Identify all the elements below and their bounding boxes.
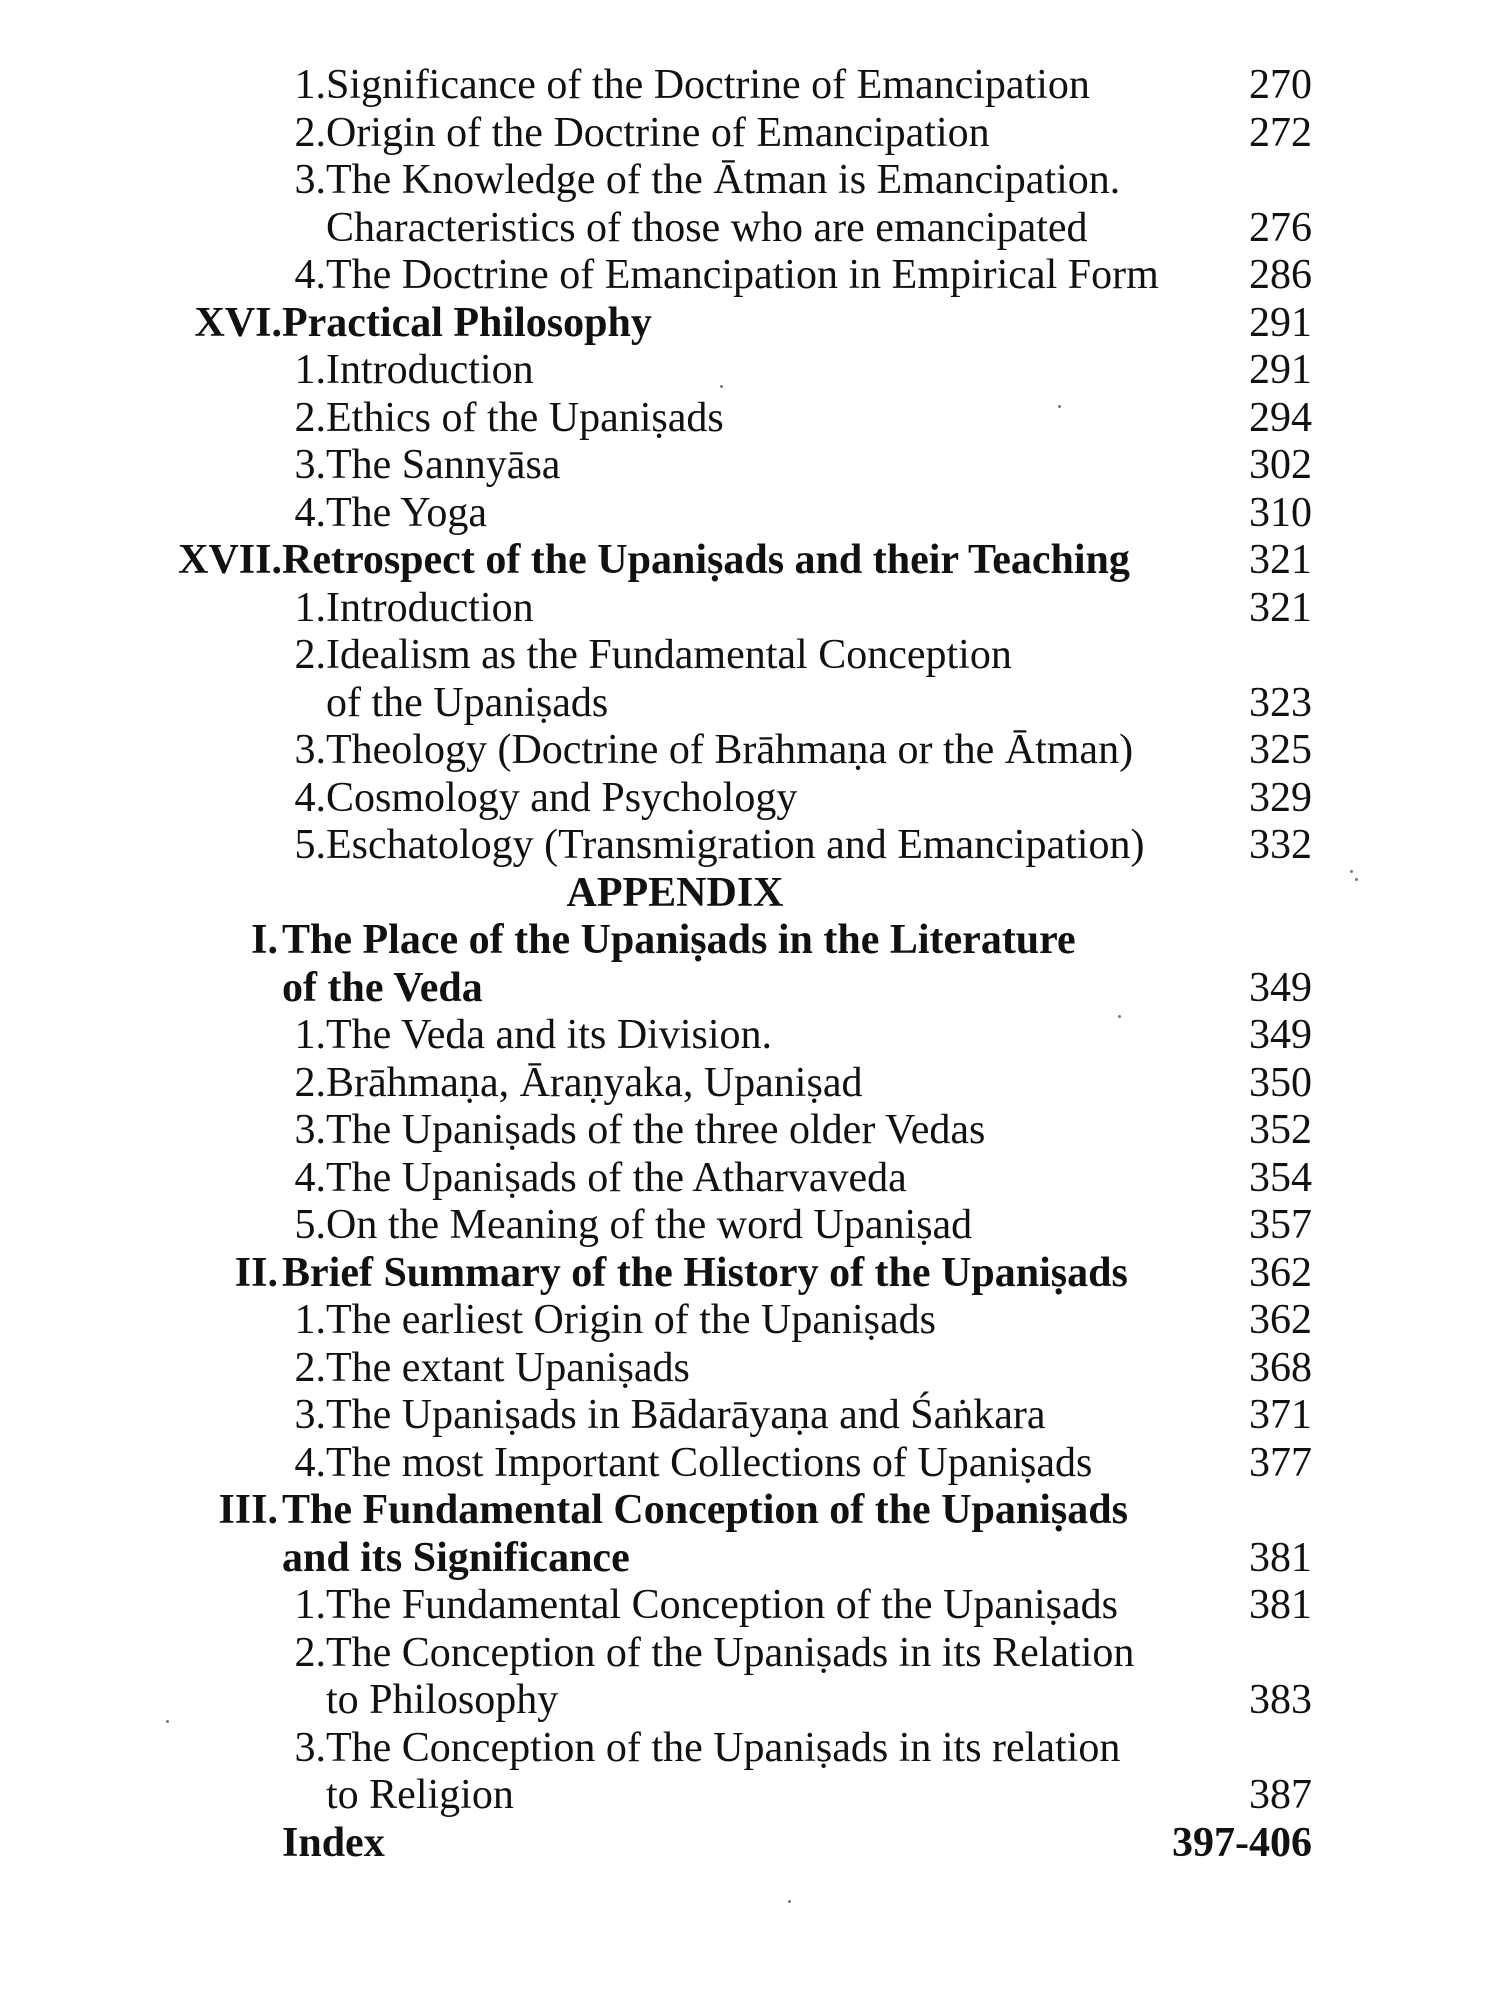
- toc-section-entry: [268, 1297, 936, 1343]
- page-number: 294: [1249, 395, 1312, 441]
- entry-number: 3.: [294, 1392, 326, 1438]
- toc-section-entry: [268, 110, 990, 156]
- toc-section-entry: [268, 252, 1159, 298]
- entry-number: 4.: [294, 252, 326, 298]
- toc-section-entry: [268, 775, 797, 821]
- entry-title: and its Significance: [282, 1535, 630, 1581]
- entry-number: 2.: [294, 632, 326, 678]
- toc-section-entry: [268, 347, 534, 393]
- toc-section-entry-continued: [326, 1677, 558, 1723]
- page-number: 397-406: [1172, 1820, 1312, 1866]
- print-speck: [720, 385, 723, 388]
- entry-title: Ethics of the Upaniṣads: [326, 395, 724, 441]
- entry-number: 1.: [294, 1297, 326, 1343]
- toc-section-entry: [268, 157, 1120, 203]
- entry-number: 3.: [294, 442, 326, 488]
- toc-section-entry-continued: [326, 680, 608, 726]
- toc-section-entry: [268, 490, 487, 536]
- toc-section-entry: [268, 395, 724, 441]
- toc-section-entry: [268, 1155, 907, 1201]
- entry-title: The Yoga: [326, 490, 488, 536]
- page-number: 377: [1249, 1440, 1312, 1486]
- entry-number: I.: [251, 917, 278, 963]
- page-number: 371: [1249, 1392, 1312, 1438]
- page-number: 276: [1249, 205, 1312, 251]
- page-number: 270: [1249, 62, 1312, 108]
- toc-appendix-entry: [170, 917, 1076, 963]
- entry-number: 4.: [294, 1440, 326, 1486]
- entry-number: 3.: [294, 157, 326, 203]
- page-number: 302: [1249, 442, 1312, 488]
- toc-section-entry: [268, 1202, 972, 1248]
- page-number: 291: [1249, 300, 1312, 346]
- entry-title: to Philosophy: [326, 1677, 559, 1723]
- entry-number: 4.: [294, 1155, 326, 1201]
- entry-title: Practical Philosophy: [282, 300, 652, 346]
- entry-number: 1.: [294, 1012, 326, 1058]
- page-number: 383: [1249, 1677, 1312, 1723]
- entry-title: Introduction: [326, 347, 534, 393]
- toc-section-entry: [268, 1060, 862, 1106]
- toc-section-entry: [268, 1392, 1046, 1438]
- entry-title: The Sannyāsa: [326, 442, 561, 488]
- entry-title: Origin of the Doctrine of Emancipation: [326, 110, 990, 156]
- toc-section-entry: [268, 822, 1144, 868]
- entry-number: 5.: [294, 1202, 326, 1248]
- toc-appendix-entry-continued: [282, 965, 483, 1011]
- entry-number: 2.: [294, 1060, 326, 1106]
- entry-title: The Conception of the Upaniṣads in its relation: [326, 1725, 1121, 1771]
- entry-number: 2.: [294, 1630, 326, 1676]
- entry-number: 1.: [294, 1582, 326, 1628]
- entry-number: 5.: [294, 822, 326, 868]
- entry-number: 2.: [294, 395, 326, 441]
- page-number: 321: [1249, 585, 1312, 631]
- entry-number: 2.: [294, 110, 326, 156]
- toc-chapter-entry: [170, 300, 652, 346]
- page-number: 291: [1249, 347, 1312, 393]
- page-number: 352: [1249, 1107, 1312, 1153]
- toc-section-entry: [268, 1107, 985, 1153]
- page-number: 362: [1249, 1250, 1312, 1296]
- page-number: 362: [1249, 1297, 1312, 1343]
- entry-title: Cosmology and Psychology: [326, 775, 798, 821]
- page-number: 350: [1249, 1060, 1312, 1106]
- entry-title: Eschatology (Transmigration and Emancipation): [326, 822, 1145, 868]
- toc-section-entry: [268, 1630, 1134, 1676]
- page-number: 349: [1249, 1012, 1312, 1058]
- entry-number: 1.: [294, 585, 326, 631]
- entry-title: The Upaniṣads of the three older Vedas: [326, 1107, 986, 1153]
- page-number: 381: [1249, 1582, 1312, 1628]
- entry-title: The Knowledge of the Ātman is Emancipation.: [326, 157, 1121, 203]
- entry-title: Brief Summary of the History of the Upaniṣads: [282, 1250, 1128, 1296]
- entry-title: of the Veda: [282, 965, 483, 1011]
- toc-section-entry: [268, 727, 1133, 773]
- print-speck: [1355, 878, 1358, 881]
- entry-number: 1.: [294, 347, 326, 393]
- entry-title: The Upaniṣads in Bādarāyaṇa and Śaṅkara: [326, 1392, 1046, 1438]
- toc-index-entry: [282, 1820, 385, 1866]
- entry-number: 3.: [294, 1107, 326, 1153]
- entry-title: The earliest Origin of the Upaniṣads: [326, 1297, 936, 1343]
- entry-title: The Upaniṣads of the Atharvaveda: [326, 1155, 907, 1201]
- entry-number: 4.: [294, 775, 326, 821]
- toc-section-entry: [268, 1440, 1092, 1486]
- entry-number: 1.: [294, 62, 326, 108]
- toc-section-entry: [268, 632, 1012, 678]
- page-number: 357: [1249, 1202, 1312, 1248]
- entry-title: of the Upaniṣads: [326, 680, 609, 726]
- entry-title: The Fundamental Conception of the Upaniṣads: [326, 1582, 1118, 1628]
- appendix-heading: APPENDIX: [566, 870, 784, 916]
- page-number: 272: [1249, 110, 1312, 156]
- toc-section-entry: [268, 1725, 1120, 1771]
- entry-title: Significance of the Doctrine of Emancipation: [326, 62, 1090, 108]
- entry-title: Characteristics of those who are emancipated: [326, 205, 1088, 251]
- print-speck: [166, 1720, 169, 1723]
- entry-number: 3.: [294, 727, 326, 773]
- entry-title: Index: [282, 1820, 385, 1866]
- page-number: 329: [1249, 775, 1312, 821]
- page-number: 354: [1249, 1155, 1312, 1201]
- page-number: 325: [1249, 727, 1312, 773]
- entry-title: to Religion: [326, 1772, 514, 1818]
- page-number: 349: [1249, 965, 1312, 1011]
- page-number: 381: [1249, 1535, 1312, 1581]
- toc-section-entry: [268, 62, 1090, 108]
- table-of-contents: [0, 62, 1500, 1866]
- toc-section-entry-continued: [326, 205, 1088, 251]
- toc-chapter-entry: [170, 537, 1130, 583]
- entry-title: The extant Upaniṣads: [326, 1345, 690, 1391]
- toc-appendix-entry: [170, 1487, 1128, 1533]
- page-number: 321: [1249, 537, 1312, 583]
- entry-title: Brāhmaṇa, Āraṇyaka, Upaniṣad: [326, 1060, 863, 1106]
- entry-title: The Veda and its Division.: [326, 1012, 773, 1058]
- entry-number: 4.: [294, 490, 326, 536]
- entry-number: 3.: [294, 1725, 326, 1771]
- toc-section-entry-continued: [326, 1772, 514, 1818]
- entry-title: Retrospect of the Upaniṣads and their Teaching: [282, 537, 1130, 583]
- page-number: 368: [1249, 1345, 1312, 1391]
- page-number: 310: [1249, 490, 1312, 536]
- entry-title: Theology (Doctrine of Brāhmaṇa or the Ātman): [326, 727, 1134, 773]
- toc-section-entry: [268, 1345, 690, 1391]
- page-number: 286: [1249, 252, 1312, 298]
- print-speck: [788, 1900, 791, 1903]
- entry-title: The Place of the Upaniṣads in the Literature: [282, 917, 1076, 963]
- toc-section-entry: [268, 585, 534, 631]
- entry-title: The Conception of the Upaniṣads in its Relation: [326, 1630, 1135, 1676]
- toc-section-entry: [268, 1012, 772, 1058]
- entry-number: II.: [234, 1250, 278, 1296]
- entry-title: The most Important Collections of Upaniṣads: [326, 1440, 1093, 1486]
- toc-section-entry: [268, 1582, 1118, 1628]
- entry-number: 2.: [294, 1345, 326, 1391]
- toc-appendix-entry-continued: [282, 1535, 630, 1581]
- print-speck: [1350, 870, 1353, 873]
- print-speck: [1118, 1015, 1121, 1018]
- entry-title: The Doctrine of Emancipation in Empirical Form: [326, 252, 1159, 298]
- toc-section-entry: [268, 442, 560, 488]
- entry-title: The Fundamental Conception of the Upaniṣads: [282, 1487, 1128, 1533]
- entry-number: XVII.: [178, 537, 282, 583]
- page-number: 387: [1249, 1772, 1312, 1818]
- entry-number: XVI.: [194, 300, 282, 346]
- page-number: 332: [1249, 822, 1312, 868]
- entry-title: Idealism as the Fundamental Conception: [326, 632, 1012, 678]
- entry-title: Introduction: [326, 585, 534, 631]
- entry-title: On the Meaning of the word Upaniṣad: [326, 1202, 973, 1248]
- page-number: 323: [1249, 680, 1312, 726]
- print-speck: [1058, 405, 1061, 408]
- entry-number: III.: [218, 1487, 278, 1533]
- toc-appendix-entry: [170, 1250, 1128, 1296]
